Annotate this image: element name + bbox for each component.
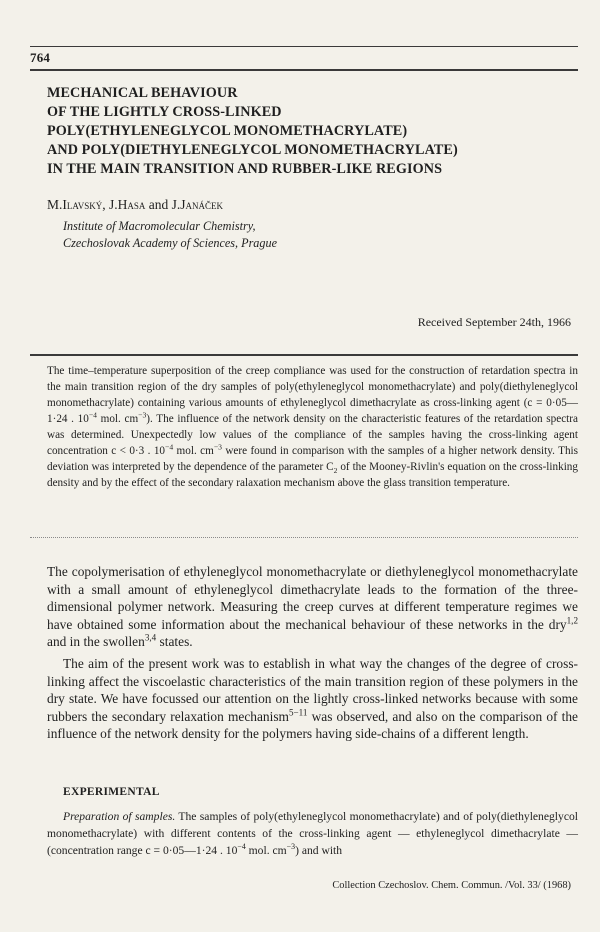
body-paragraph <box>47 655 578 743</box>
citation-ref: 3,4 <box>144 632 157 643</box>
author-name: Ilavský <box>62 197 103 212</box>
author-separator: and <box>145 197 172 212</box>
abstract-bottom-rule <box>30 537 578 538</box>
affiliation <box>63 218 277 252</box>
abstract-text: ). The influence of the network density on the characteristic features of the retardation spectra was determined. Unexpectedly low values of the compliance of the samples having the cross-linking agent concentration c < 0·3 . 10 <box>47 413 578 457</box>
title-line: MECHANICAL BEHAVIOUR <box>47 85 238 101</box>
section-heading: EXPERIMENTAL <box>63 786 160 798</box>
abstract-text: mol. cm <box>173 445 214 457</box>
authors <box>47 197 223 213</box>
superscript: −4 <box>165 442 174 452</box>
affiliation-line: Czechoslovak Academy of Sciences, Prague <box>63 236 278 250</box>
title-line: AND POLY(DIETHYLENEGLYCOL MONOMETHACRYLATE) <box>47 142 458 158</box>
author-name: Janáček <box>180 197 224 212</box>
abstract <box>47 363 578 491</box>
paragraph-text: states. <box>156 634 193 650</box>
author-initial: M. <box>47 197 63 212</box>
author-separator: , <box>102 197 109 212</box>
preparation-paragraph <box>47 808 578 859</box>
superscript: −3 <box>213 442 222 452</box>
paragraph-text: The samples of poly(ethyleneglycol monomethacrylate) and of poly(diethyleneglycol monomethacrylate) with different contents of the cross-linking agent — ethyleneglycol dimethacrylate — (concentration range c = 0·05—1·24 . 10 <box>47 810 578 857</box>
journal-citation: Collection Czechoslov. Chem. Commun. /Vol. 33/ (1968) <box>332 880 571 891</box>
paragraph-text: and in the swollen <box>47 634 145 650</box>
abstract-text: The time–temperature superposition of the creep compliance was used for the construction of retardation spectra in the main transition region of the dry samples of poly(ethyleneglycol monomethacrylate) and poly(diethyleneglycol monomethacrylate) containing various amounts of ethyleneglycol dimethacrylate as cross-linking agent (c = 0·05—1·24 . 10 <box>47 365 578 425</box>
citation-ref: 5−11 <box>288 707 308 718</box>
top-rule <box>30 46 578 47</box>
author-name: Hasa <box>117 197 146 212</box>
page-number: 764 <box>30 50 51 65</box>
superscript: −3 <box>138 410 147 420</box>
citation-ref: 1,2 <box>566 615 578 626</box>
abstract-text: of the Mooney-Rivlin's equation on the cross-linking density and by the effect of the secondary ralaxation mechanism above the glass transition temperature. <box>47 461 578 489</box>
superscript: −4 <box>237 842 246 852</box>
paragraph-text: was observed, and also on the comparison of the influence of the network density for the polymers having side-chains of a different length. <box>47 708 578 742</box>
paragraph-text: ) and with <box>295 844 343 857</box>
paragraph-text: The copolymerisation of ethyleneglycol monomethacrylate or diethyleneglycol monomethacrylate with a small amount of ethyleneglycol dimethacrylate leads to the formation of the three-dimensional polymer network. Measuring the creep curves at different temperature regimes we have obtained some information about the mechanical behaviour of these networks in the dry <box>47 564 578 632</box>
abstract-text: were found in comparison with the samples of a higher network density. This deviation was interpreted by the dependence of the parameter C <box>47 445 578 473</box>
run-in-heading: Preparation of samples. <box>63 810 176 823</box>
author-initial: J. <box>108 197 118 212</box>
title-line: IN THE MAIN TRANSITION AND RUBBER-LIKE REGIONS <box>47 161 443 177</box>
title-line: OF THE LIGHTLY CROSS-LINKED <box>47 104 282 120</box>
abstract-top-rule <box>30 354 578 356</box>
header-rule <box>30 69 578 71</box>
subscript: 2 <box>333 466 338 476</box>
affiliation-line: Institute of Macromolecular Chemistry, <box>63 219 256 233</box>
paragraph-text: mol. cm <box>245 844 287 857</box>
author-initial: J. <box>171 197 181 212</box>
body-paragraph <box>47 563 578 651</box>
title-line: POLY(ETHYLENEGLYCOL MONOMETHACRYLATE) <box>47 123 408 139</box>
superscript: −4 <box>88 410 97 420</box>
received-date: Received September 24th, 1966 <box>417 315 571 329</box>
paragraph-text: The aim of the present work was to establish in what way the changes of the degree of cross-linking affect the viscoelastic characteristics of the main transition region of these polymers in the dry state. We have focussed our attention on the lightly cross-linked networks because with some rubbers the secondary relaxation mechanism <box>47 656 578 724</box>
article-title <box>47 84 567 179</box>
abstract-text: mol. cm <box>96 413 139 425</box>
superscript: −3 <box>286 842 296 852</box>
